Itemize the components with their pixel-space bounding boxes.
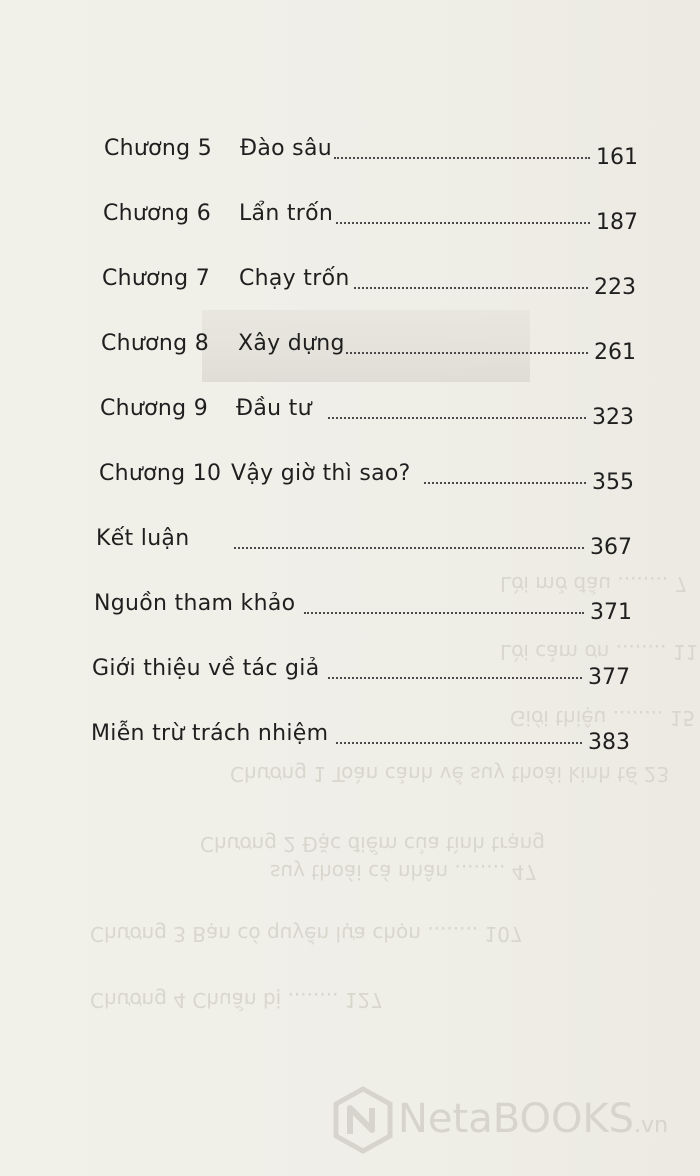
toc-entry [0,526,700,566]
toc-entry [0,266,700,306]
bleed-through-text: suy thoái cá nhân ........ 47 [270,860,538,884]
dot-leader [234,547,584,549]
toc-chapter-title: Miễn trừ trách nhiệm [91,721,329,746]
dot-leader [328,417,586,419]
bleed-through-text: Chương 4 Chuẩn bị ........ 127 [90,988,383,1012]
toc-chapter-number: Chương 5 [104,136,213,161]
toc-page-number: 323 [592,405,634,430]
toc-entry [0,396,700,436]
toc-chapter-title: Đầu tư [236,396,312,421]
dot-leader [334,157,590,159]
bleed-through-text: Chương 2 Đặc điểm của tình trạng [200,832,545,856]
dot-leader [304,612,584,614]
toc-entry [0,331,700,371]
bleed-through-text: Lời mở đầu ........ 7 [500,572,688,596]
toc-entry [0,656,700,696]
dot-leader [336,222,590,224]
toc-entry [0,136,700,176]
toc-page-number: 377 [588,665,630,690]
toc-page-number: 383 [588,730,630,755]
toc-chapter-title: Nguồn tham khảo [94,591,296,616]
toc-chapter-title: Kết luận [96,526,190,551]
brand-suffix: .vn [634,1113,669,1138]
toc-page-number: 161 [596,145,638,170]
toc-chapter-title: Lẩn trốn [239,201,334,226]
toc-chapter-number: Chương 9 [100,396,209,421]
toc-entry [0,721,700,761]
brand-wordmark [398,1096,668,1142]
toc-chapter-number: Chương 10 [99,461,222,486]
toc-page-number: 371 [590,600,632,625]
bleed-through-text: Chương 3 Bạn có quyền lựa chọn ........ 107 [90,922,523,946]
toc-chapter-title: Đào sâu [240,136,332,161]
toc-chapter-title: Xây dựng [238,331,345,356]
toc-page-number: 187 [596,210,638,235]
toc-page-number: 261 [594,340,636,365]
toc-chapter-title: Vậy giờ thì sao? [231,461,411,486]
toc-chapter-number: Chương 6 [103,201,212,226]
dot-leader [424,482,586,484]
brand-name: NetaBOOKS [398,1096,635,1142]
netabooks-logo-icon [332,1086,394,1154]
toc-page-number: 367 [590,535,632,560]
toc-page-number: 223 [594,275,636,300]
toc-entry [0,461,700,501]
toc-chapter-number: Chương 8 [101,331,210,356]
toc-entry [0,591,700,631]
dot-leader [354,287,588,289]
bleed-through-text: Chương 1 Toàn cảnh về suy thoái kinh tế 23 [230,762,670,786]
dot-leader [328,677,582,679]
toc-entry [0,201,700,241]
dot-leader [336,742,582,744]
toc-chapter-title: Chạy trốn [239,266,350,291]
toc-page-number: 355 [592,470,634,495]
toc-chapter-title: Giới thiệu về tác giả [92,656,320,681]
bleed-through-text: Lời cảm ơn ........ 11 [500,640,699,664]
netabooks-watermark [332,1086,692,1156]
bleed-through-text: Giới thiệu ........ 15 [510,706,696,730]
toc-chapter-number: Chương 7 [102,266,211,291]
dot-leader [346,352,588,354]
